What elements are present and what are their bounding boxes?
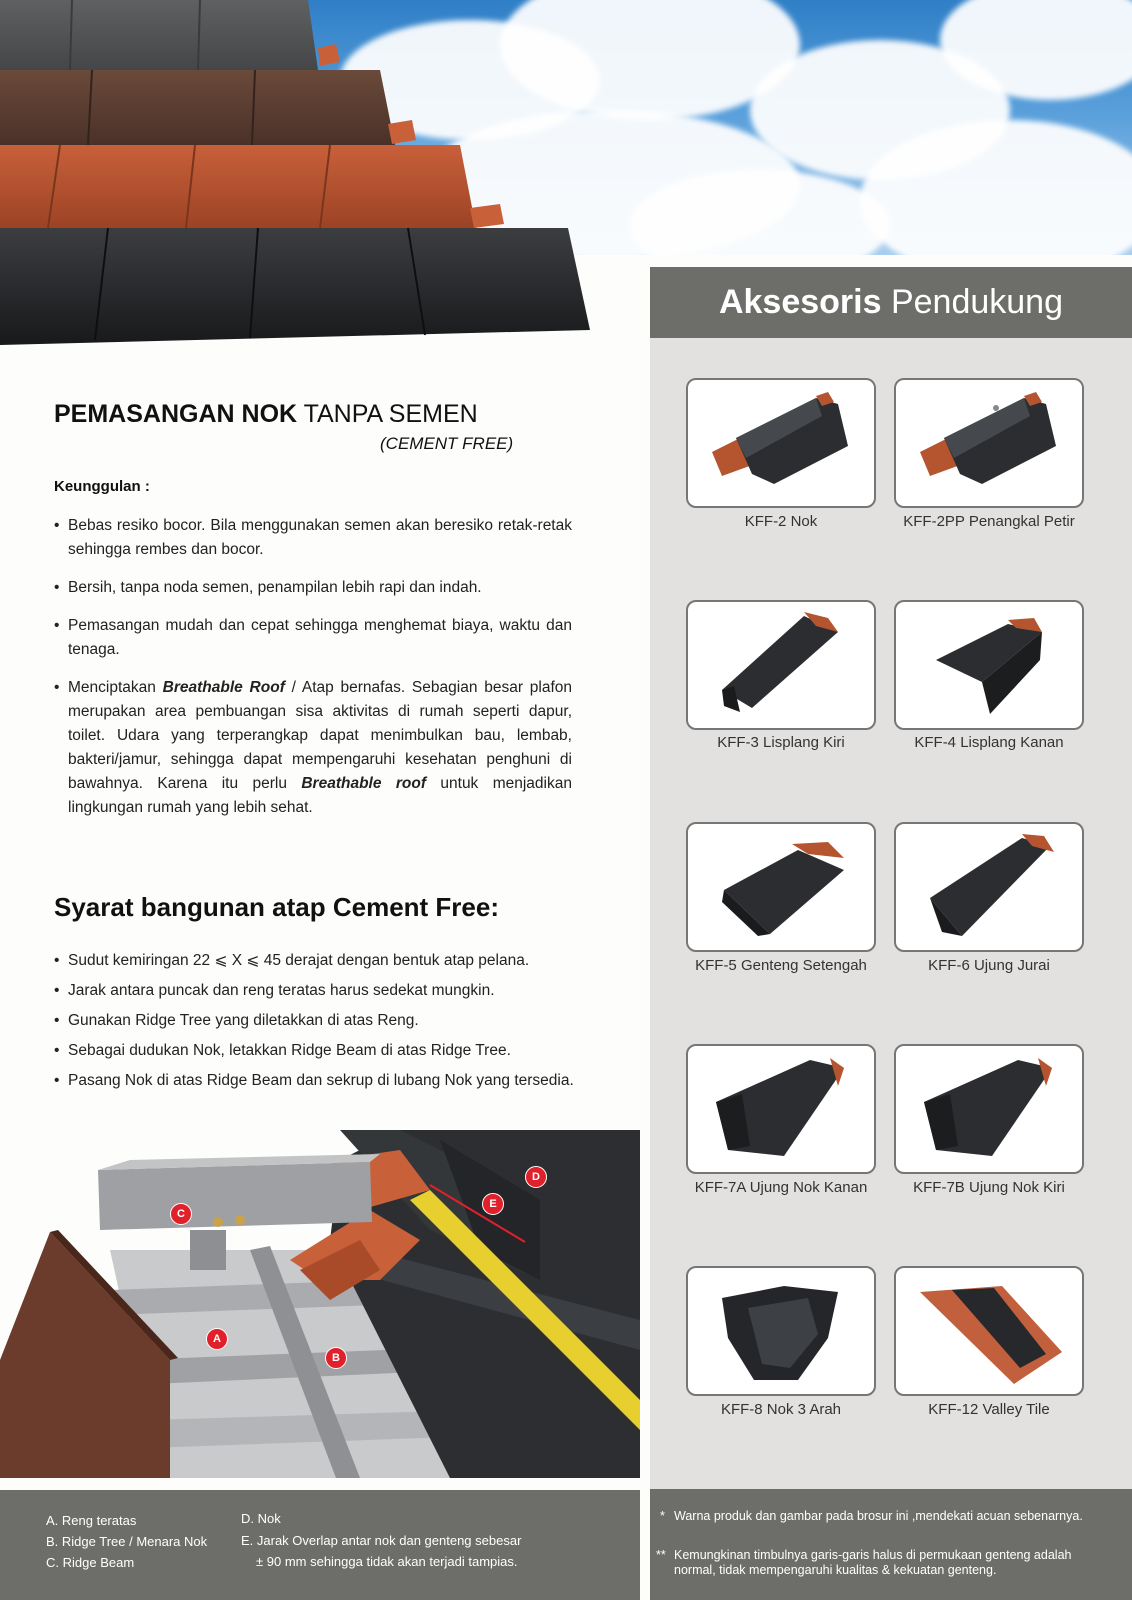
product-card-kff-4[interactable] (894, 600, 1084, 730)
product-label: KFF-5 Genteng Setengah (695, 957, 867, 974)
product-card-kff-7a[interactable] (686, 1044, 876, 1174)
requirement-item (54, 1069, 594, 1093)
product-label: KFF-4 Lisplang Kanan (914, 734, 1064, 751)
marker-e: E (482, 1193, 504, 1215)
three-way-ridge-icon (688, 1268, 874, 1394)
advantage-text: Bebas resiko bocor. Bila menggunakan semen akan beresiko retak-retak sehingga rembes dan bocor. (68, 517, 572, 558)
product-label: KFF-8 Nok 3 Arah (720, 1401, 842, 1418)
requirement-item (54, 949, 594, 973)
product-label: KFF-7B Ujung Nok Kiri (913, 1179, 1065, 1196)
marker-c: C (170, 1203, 192, 1225)
title-rest: TANPA SEMEN (297, 400, 478, 428)
diagram-legend (0, 1490, 640, 1600)
accessories-header (650, 267, 1132, 338)
advantages-heading: Keunggulan : (54, 478, 150, 495)
requirement-text: Gunakan Ridge Tree yang diletakkan di atas Reng. (68, 1012, 419, 1029)
product-card-kff-2pp[interactable] (894, 378, 1084, 508)
bullet-dot: • (54, 579, 60, 596)
advantage-text-a: Menciptakan (68, 679, 163, 696)
footnote-mark: * (660, 1509, 665, 1523)
bullet-dot: • (54, 517, 60, 534)
requirement-item (54, 979, 594, 1003)
footnote-1 (660, 1509, 1114, 1524)
section-subtitle: (CEMENT FREE) (380, 434, 514, 453)
bullet-dot: • (54, 952, 60, 969)
product-label: KFF-12 Valley Tile (928, 1401, 1050, 1418)
advantage-emphasis: Breathable Roof (162, 679, 285, 696)
requirement-item (54, 1039, 594, 1063)
advantage-text-e: untuk menjadikan lingkungan rumah yang lebih sehat. (68, 775, 572, 816)
requirement-item (54, 1009, 594, 1033)
product-label: KFF-6 Ujung Jurai (928, 957, 1050, 974)
verge-left-icon (688, 602, 874, 728)
roof-tiles-photo (0, 0, 600, 345)
marker-a: A (206, 1328, 228, 1350)
product-label: KFF-7A Ujung Nok Kanan (694, 1179, 868, 1196)
requirement-text: Sudut kemiringan 22 ⩽ X ⩽ 45 derajat dengan bentuk atap pelana. (68, 952, 530, 969)
marker-d: D (525, 1166, 547, 1188)
product-card-kff-5[interactable] (686, 822, 876, 952)
product-label: KFF-2PP Penangkal Petir (903, 513, 1075, 530)
requirement-text: Jarak antara puncak dan reng teratas harus sedekat mungkin. (68, 982, 495, 999)
footnote-mark: ** (656, 1548, 666, 1562)
requirement-text: Sebagai dudukan Nok, letakkan Ridge Beam di atas Ridge Tree. (68, 1042, 511, 1059)
requirement-text: Pasang Nok di atas Ridge Beam dan sekrup di lubang Nok yang tersedia. (68, 1072, 574, 1089)
advantage-text-c: / Atap bernafas. Sebagian besar plafon merupakan area pembuangan sisa aktivitas di rumah seperti dapur, toilet. Udara yang terperangkap dapat menimbulkan bau, lembab, bakteri/jamur, sehingga dapat mempengaruhi kesehatan penghuni di bawahnya. Karena itu perlu (68, 679, 572, 792)
advantage-item (54, 576, 572, 600)
legend-a: A. Reng teratas (46, 1513, 137, 1528)
bullet-dot: • (54, 679, 60, 696)
product-label: KFF-2 Nok (744, 513, 818, 530)
half-tile-icon (688, 824, 874, 950)
advantage-item (54, 676, 572, 820)
product-card-kff-6[interactable] (894, 822, 1084, 952)
advantage-text: Pemasangan mudah dan cepat sehingga menghemat biaya, waktu dan tenaga. (68, 617, 572, 658)
bullet-dot: • (54, 1042, 60, 1059)
accessories-panel (650, 267, 1132, 1600)
header-bold: Aksesoris (718, 283, 882, 321)
advantage-emphasis: Breathable roof (301, 775, 426, 792)
marker-b: B (325, 1347, 347, 1369)
product-card-kff-2[interactable] (686, 378, 876, 508)
footnotes-bar (650, 1489, 1132, 1600)
legend-e: E. Jarak Overlap antar nok dan genteng sebesar (241, 1533, 522, 1548)
hip-end-icon (896, 824, 1082, 950)
product-card-kff-7b[interactable] (894, 1044, 1084, 1174)
installation-diagram (0, 1130, 640, 1478)
legend-c: C. Ridge Beam (46, 1555, 135, 1570)
verge-right-icon (896, 602, 1082, 728)
product-card-kff-8[interactable] (686, 1266, 876, 1396)
footnote-text: Kemungkinan timbulnya garis-garis halus di permukaan genteng adalah normal, tidak mempengaruhi kualitas & kekuatan genteng. (674, 1548, 1072, 1577)
footnote-2 (656, 1548, 1114, 1578)
section-title (54, 400, 478, 429)
header-rest: Pendukung (881, 283, 1064, 321)
ridge-tile-lightning-icon (896, 380, 1082, 506)
ridge-end-left-icon (896, 1046, 1082, 1172)
advantage-item (54, 614, 572, 662)
advantage-text: Bersih, tanpa noda semen, penampilan lebih rapi dan indah. (68, 579, 482, 596)
valley-tile-icon (896, 1268, 1082, 1394)
bullet-dot: • (54, 982, 60, 999)
requirements-title: Syarat bangunan atap Cement Free: (54, 892, 499, 922)
bullet-dot: • (54, 617, 60, 634)
product-card-kff-12[interactable] (894, 1266, 1084, 1396)
ridge-end-right-icon (688, 1046, 874, 1172)
legend-e-cont: ± 90 mm sehingga tidak akan terjadi tampias. (256, 1554, 518, 1569)
bullet-dot: • (54, 1072, 60, 1089)
legend-d: D. Nok (241, 1511, 281, 1526)
legend-b: B. Ridge Tree / Menara Nok (46, 1534, 208, 1549)
ridge-tile-icon (688, 380, 874, 506)
footnote-text: Warna produk dan gambar pada brosur ini ,mendekati acuan sebenarnya. (674, 1509, 1083, 1523)
product-card-kff-3[interactable] (686, 600, 876, 730)
title-bold: PEMASANGAN NOK (54, 400, 298, 428)
bullet-dot: • (54, 1012, 60, 1029)
advantage-item (54, 514, 572, 562)
product-label: KFF-3 Lisplang Kiri (717, 734, 845, 751)
